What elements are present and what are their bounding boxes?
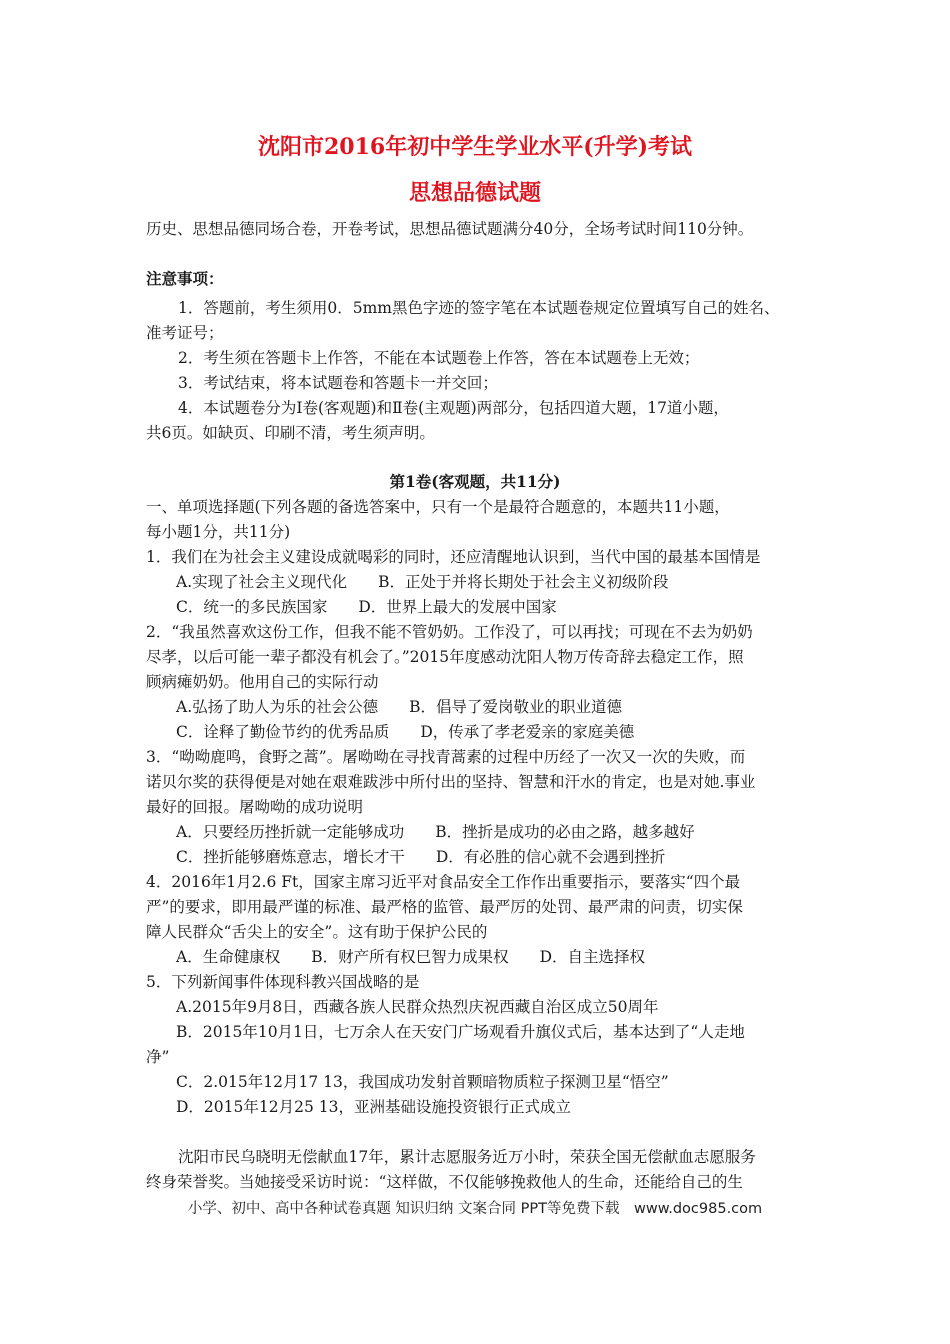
question-line: 严”的要求，即用最严谨的标准、最严格的监管、最严厉的处罚、最严肃的问责，切实保 [146,898,743,916]
document-title: 沈阳市2016年初中学生学业水平(升学)考试 [257,134,693,160]
passage-line: 终身荣誉奖。当她接受采访时说：“这样做，不仅能够挽救他人的生命，还能给自己的生 [146,1173,743,1191]
section-heading: 第1卷(客观题，共11分) [389,472,561,491]
question-line: 障人民群众“舌尖上的安全”。这有助于保护公民的 [146,923,488,941]
option-line: A．只要经历挫折就一定能够成功 B．挫折是成功的必由之路，越多越好 [176,823,695,841]
note-line: 2．考生须在答题卡上作答，不能在本试题卷上作答，答在本试题卷上无效； [178,349,700,367]
option-line: C．挫折能够磨炼意志，增长才干 D．有必胜的信心就不会遇到挫折 [176,848,666,866]
option-line: A.2015年9月8日，西藏各族人民群众热烈庆祝西藏自治区成立50周年 [176,998,659,1016]
option-line: C．诠释了勤俭节约的优秀品质 D，传承了孝老爱亲的家庭美德 [176,723,635,741]
section-line: 一、单项选择题(下列各题的备选答案中，只有一个是最符合题意的，本题共11小题， [146,498,730,516]
document-subtitle: 思想品德试题 [408,180,541,206]
note-line: 准考证号； [146,324,224,342]
question-line: 5．下列新闻事件体现科教兴国战略的是 [146,973,420,991]
option-line: A.弘扬了助人为乐的社会公德 B．倡导了爱岗敬业的职业道德 [176,698,623,716]
footer-link-text[interactable]: 小学、初中、高中各种试卷真题 知识归纳 文案合同 PPT等免费下载 www.doc985.com [187,1201,763,1217]
question-line: 2．“我虽然喜欢这份工作，但我不能不管奶奶。工作没了，可以再找；可现在不去为奶奶 [146,623,753,641]
note-line: 共6页。如缺页、印刷不清，考生须声明。 [146,424,435,442]
note-line: 4．本试题卷分为Ⅰ卷(客观题)和Ⅱ卷(主观题)两部分，包括四道大题，17道小题， [178,399,729,417]
question-line: 1．我们在为社会主义建设成就喝彩的同时，还应清醒地认识到，当代中国的最基本国情是 [146,548,761,566]
option-line: C．2.015年12月17 13，我国成功发射首颗暗物质粒子探测卫星“悟空” [176,1073,669,1091]
question-line: 最好的回报。屠呦呦的成功说明 [146,798,364,816]
option-line: A．生命健康权 B．财产所有权巳智力成果权 D．自主选择权 [176,948,646,966]
question-line: 诺贝尔奖的获得便是对她在艰难跋涉中所付出的坚持、智慧和汗水的肯定，也是对她.事业 [146,773,756,791]
option-line: 净” [146,1048,170,1066]
notes-heading: 注意事项： [146,269,224,288]
option-line: A.实现了社会主义现代化 B．正处于并将长期处于社会主义初级阶段 [176,573,669,591]
passage-line: 沈阳市民乌晓明无偿献血17年，累计志愿服务近万小时，荣获全国无偿献血志愿服务 [178,1148,756,1166]
option-line: C．统一的多民族国家 D．世界上最大的发展中国家 [176,598,557,616]
option-line: D．2015年12月25 13，亚洲基础设施投资银行正式成立 [176,1098,571,1116]
question-line: 3．“呦呦鹿鸣，食野之蒿”。屠呦呦在寻找青蒿素的过程中历经了一次又一次的失败，而 [146,748,746,766]
question-line: 尽孝，以后可能一辈子都没有机会了。”2015年度感动沈阳人物万传奇辞去稳定工作，照 [146,648,744,666]
section-line: 每小题1分，共11分) [146,523,291,541]
note-line: 3．考试结束，将本试题卷和答题卡一并交回； [178,374,498,392]
intro-text: 历史、思想品德同场合卷，开卷考试，思想品德试题满分40分，全场考试时间110分钟。 [146,220,754,238]
note-line: 1．答题前，考生须用0．5mm黑色字迹的签字笔在本试题卷规定位置填写自己的姓名、 [178,299,780,317]
option-line: B．2015年10月1日，七万余人在天安门广场观看升旗仪式后，基本达到了“人走地 [176,1023,745,1041]
question-line: 4．2016年1月2.6 Ft，国家主席习近平对食品安全工作作出重要指示，要落实“四个最 [146,873,741,891]
question-line: 顾病瘫奶奶。他用自己的实际行动 [146,673,379,691]
